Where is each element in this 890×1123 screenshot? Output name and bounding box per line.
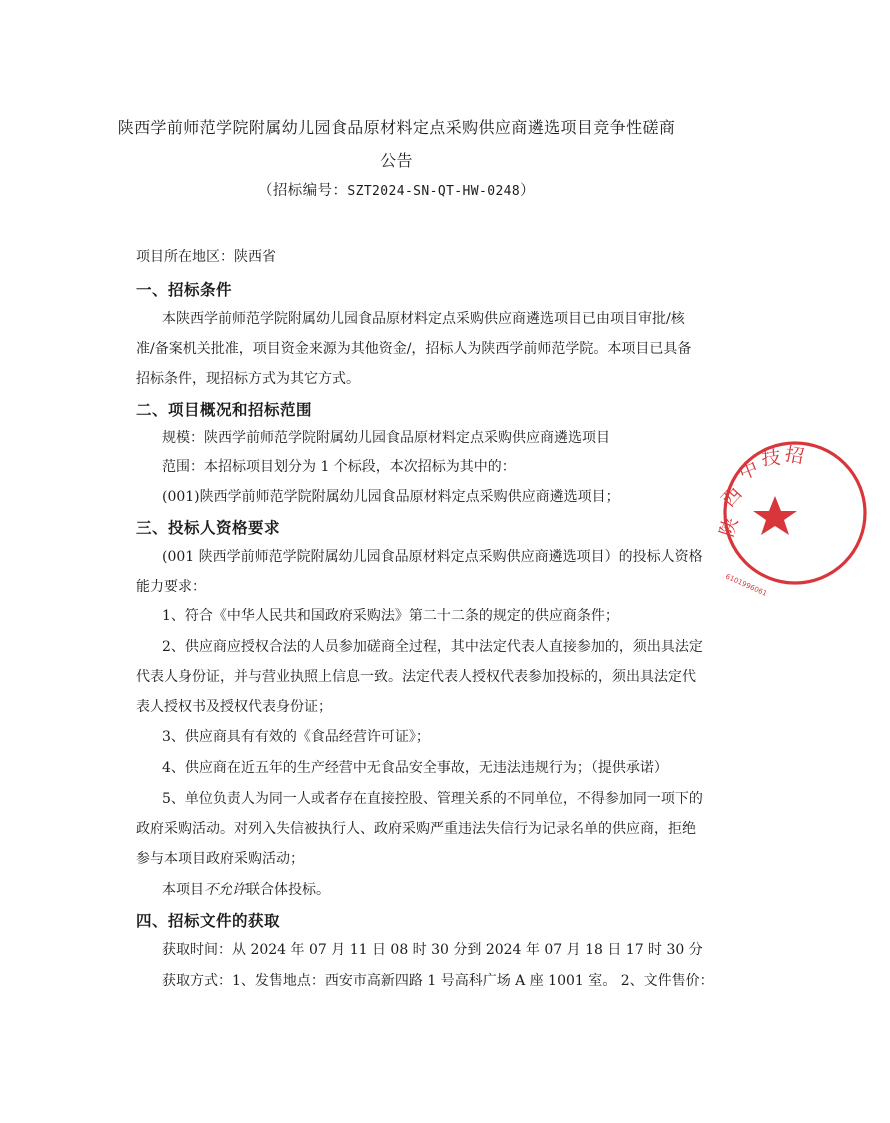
joint-emphasis: 不允许 [204,882,246,898]
svg-text:6101996061: 6101996061 [724,572,769,598]
seal-star-icon [753,496,797,535]
section4-method: 获取方式：1、发售地点：西安市高新四路 1 号高科广场 A 座 1001 室。 2、文件售价： [162,973,714,989]
section1-paragraph-line3: 招标条件，现招标方式为其它方式。 [136,371,360,387]
doc-title-line1: 陕西学前师范学院附属幼儿园食品原材料定点采购供应商遴选项目竞争性磋商 [117,118,676,137]
section1-paragraph-line1: 本陕西学前师范学院附属幼儿园食品原材料定点采购供应商遴选项目已由项目审批/核 [162,311,685,327]
svg-text:西: 西 [717,482,747,512]
official-seal-stamp [700,438,890,598]
section1-paragraph-line2: 准/备案机关批准，项目资金来源为其他资金/，招标人为陕西学前师范学院。本项目已具备 [136,341,692,357]
joint-prefix: 本项目 [162,882,204,898]
section3-item5-line2: 政府采购活动。对列入失信被执行人、政府采购严重违法失信行为记录名单的供应商，拒绝 [136,821,696,837]
bid-number-value: SZT2024-SN-QT-HW-0248 [347,184,521,199]
section4-heading: 四、招标文件的获取 [136,911,281,930]
section3-item2-line3: 表人授权书及授权代表身份证； [136,699,332,715]
bid-number [0,179,793,200]
bid-number-suffix: ） [520,183,536,199]
svg-text:中: 中 [735,457,762,485]
section3-item5-line3: 参与本项目政府采购活动； [136,851,304,867]
section4-time: 获取时间：从 2024 年 07 月 11 日 08 时 30 分到 2024 年 07 月 18 日 17 时 30 分 [162,942,703,958]
svg-text:陕: 陕 [715,514,743,540]
svg-text:招: 招 [783,443,806,469]
section2-scale: 规模：陕西学前师范学院附属幼儿园食品原材料定点采购供应商遴选项目 [162,430,610,446]
doc-title-line2: 公告 [380,151,413,170]
section3-item5-line1: 5、单位负责人为同一人或者存在直接控股、管理关系的不同单位，不得参加同一项下的 [162,791,703,807]
section2-heading: 二、项目概况和招标范围 [136,400,313,419]
section3-item2-line1: 2、供应商应授权合法的人员参加磋商全过程，其中法定代表人直接参加的，须出具法定 [162,639,703,655]
section2-range: 范围：本招标项目划分为 1 个标段，本次招标为其中的： [162,459,516,475]
section3-intro-line1: (001 陕西学前师范学院附属幼儿园食品原材料定点采购供应商遴选项目）的投标人资格 [162,549,703,565]
section3-item3: 3、供应商具有有效的《食品经营许可证》； [162,729,430,745]
section3-intro-line2: 能力要求： [136,579,206,595]
section1-heading: 一、招标条件 [136,280,233,299]
section3-item2-line2: 代表人身份证，并与营业执照上信息一致。法定代表人授权代表参加投标的，须出具法定代 [136,669,696,685]
bid-number-prefix: （招标编号： [257,183,348,199]
section3-joint-bidding [162,880,330,900]
project-region: 项目所在地区：陕西省 [136,249,276,265]
section2-lot: (001)陕西学前师范学院附属幼儿园食品原材料定点采购供应商遴选项目； [162,489,620,505]
section3-item4: 4、供应商在近五年的生产经营中无食品安全事故，无违法违规行为；（提供承诺） [162,760,668,776]
svg-text:技: 技 [760,446,782,470]
section3-heading: 三、投标人资格要求 [136,518,281,537]
section3-item1: 1、符合《中华人民共和国政府采购法》第二十二条的规定的供应商条件； [162,608,619,624]
joint-suffix: 联合体投标。 [246,882,330,898]
